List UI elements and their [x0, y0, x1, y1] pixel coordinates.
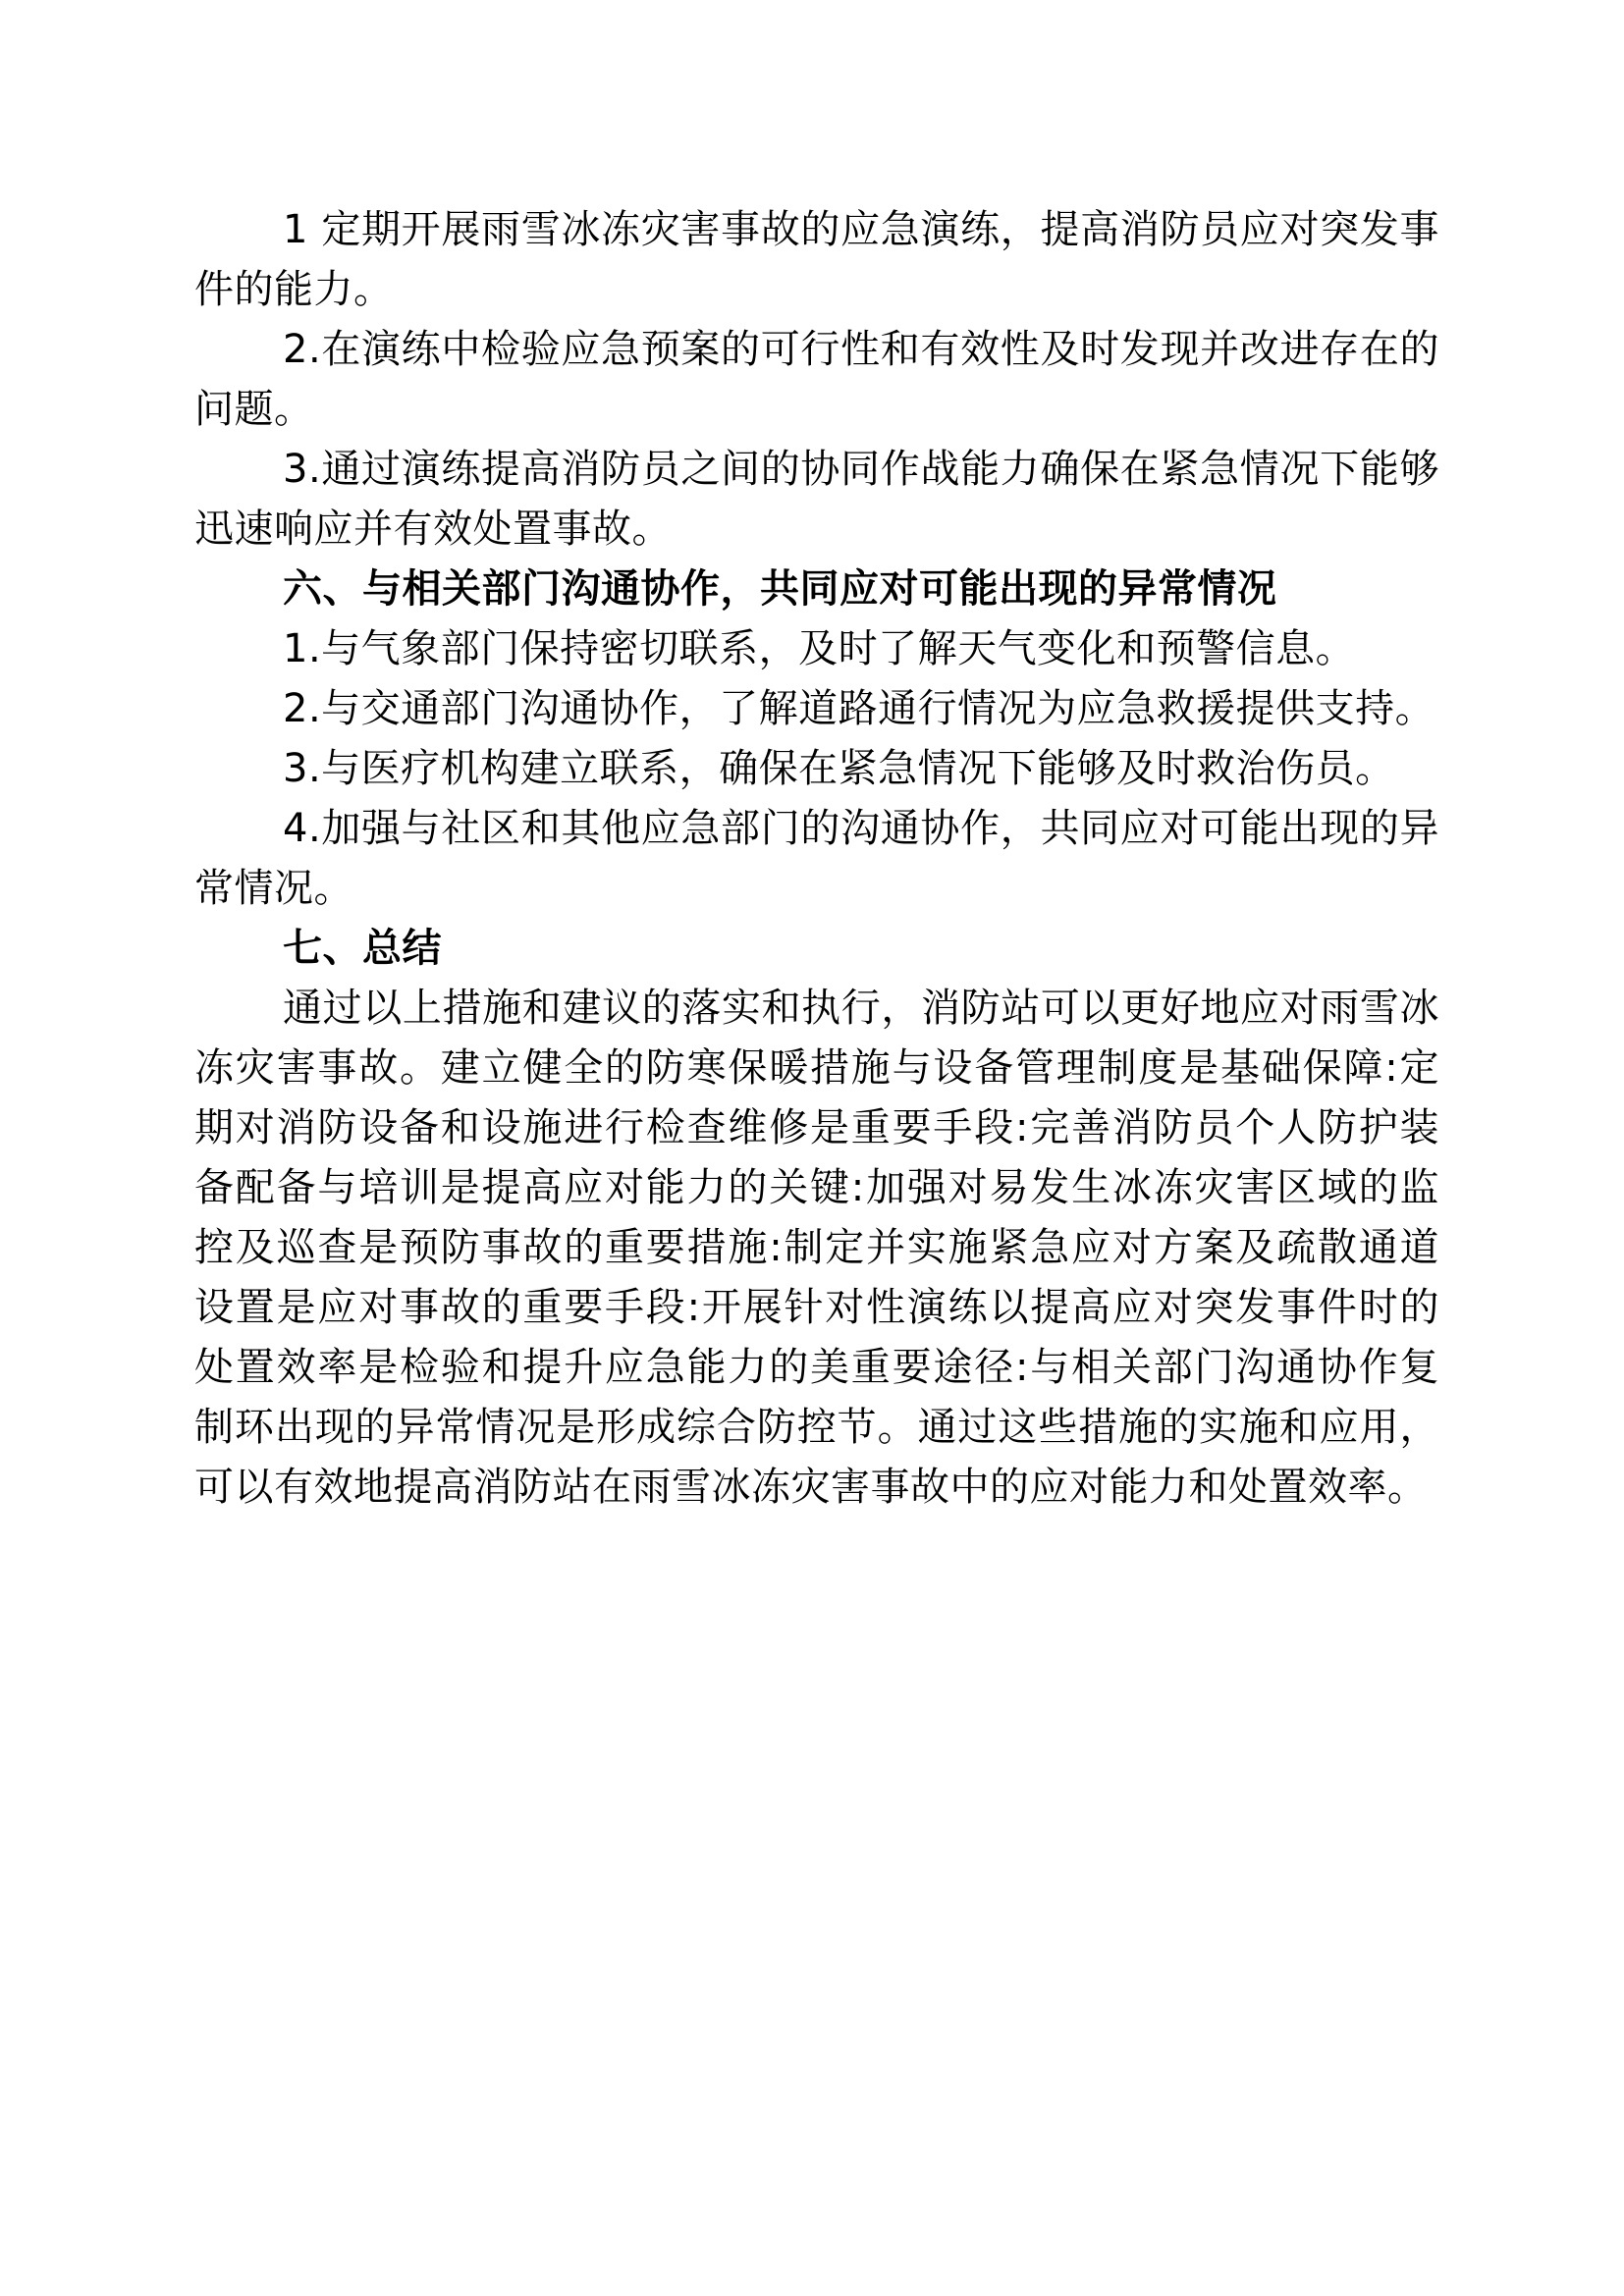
- drill-item-3: 3.通过演练提高消防员之间的协同作战能力确保在紧急情况下能够迅速响应并有效处置事故。: [194, 447, 1439, 552]
- drill-item-1: 1 定期开展雨雪冰冻灾害事故的应急演练，提高消防员应对突发事件的能力。: [194, 207, 1439, 312]
- coordination-item-2: 2.与交通部门沟通协作，了解道路通行情况为应急救援提供支持。: [283, 686, 1435, 731]
- coordination-item-3: 3.与医疗机构建立联系，确保在紧急情况下能够及时救治伤员。: [283, 746, 1395, 791]
- summary-paragraph: 通过以上措施和建议的落实和执行，消防站可以更好地应对雨雪冰冻灾害事故。建立健全的防寒保暖措施与设备管理制度是基础保障:定期对消防设备和设施进行检查维修是重要手段:完善消防员个人防护装备配备与培训是提高应对能力的关键:加强对易发生冰冻灾害区域的监控及巡查是预防事故的重要措施:制定并实施紧急应对方案及疏散通道设置是应对事故的重要手段:开展针对性演练以提高应对突发事件时的处置效率是检验和提升应急能力的美重要途径:与相关部门沟通协作复制环出现的异常情况是形成综合防控节。通过这些措施的实施和应用，可以有效地提高消防站在雨雪冰冻灾害事故中的应对能力和处置效率。: [194, 986, 1439, 1510]
- section-six-heading: 六、与相关部门沟通协作，共同应对可能出现的异常情况: [283, 566, 1277, 612]
- coordination-item-1: 1.与气象部门保持密切联系，及时了解天气变化和预警信息。: [283, 626, 1356, 671]
- section-seven-heading: 七、总结: [283, 926, 442, 971]
- drill-item-2: 2.在演练中检验应急预案的可行性和有效性及时发现并改进存在的问题。: [194, 327, 1439, 432]
- coordination-item-4: 4.加强与社区和其他应急部门的沟通协作，共同应对可能出现的异常情况。: [194, 806, 1439, 911]
- document-page: [194, 200, 1439, 1518]
